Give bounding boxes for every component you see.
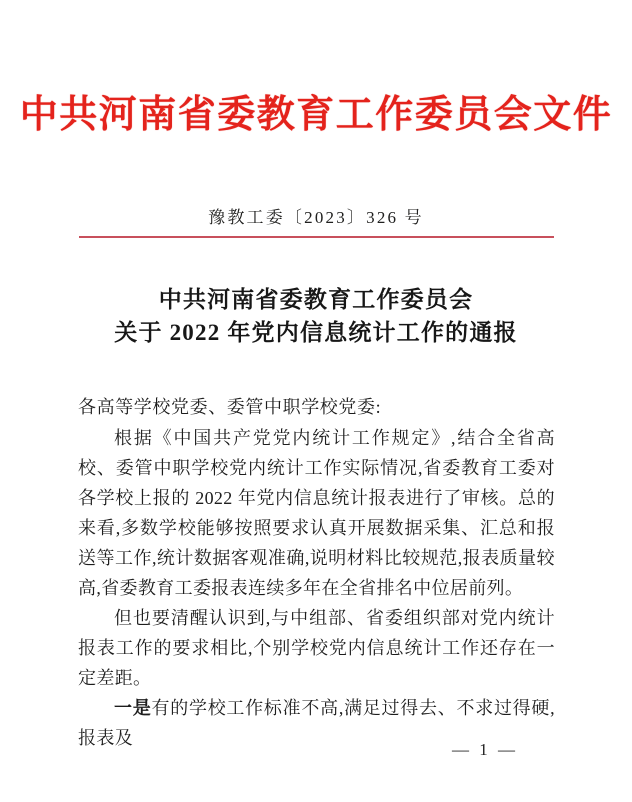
paragraph-3-text: 有的学校工作标准不高,满足过得去、不求过得硬,报表及 [78,698,555,748]
body-paragraph-1: 根据《中国共产党党内统计工作规定》,结合全省高校、委管中职学校党内统计工作实际情况,省委教育工委对各学校上报的 2022 年党内信息统计报表进行了审核。总的来看,多数学校能够按照要求认真开展数据采集、汇总和报送等工作,统计数据客观准确,说明材料比较规范,报表质量较高,省委教育工委报表连续多年在全省排名中位居前列。 [78,428,555,598]
red-separator-rule [79,236,554,238]
document-title [0,283,632,349]
page-number: — 1 — [452,740,518,759]
document-masthead [0,96,632,134]
salutation: 各高等学校党委、委管中职学校党委: [78,397,382,417]
document-title-line-1: 中共河南省委教育工作委员会 [158,287,474,312]
document-body [78,392,555,753]
document-serial-number: 豫教工委〔2023〕326 号 [208,208,424,227]
paragraph-3-emphasis: 一是 [114,698,152,718]
masthead-title: 中共河南省委教育工作委员会文件 [19,94,613,136]
body-paragraph-2: 但也要清醒认识到,与中组部、省委组织部对党内统计报表工作的要求相比,个别学校党内信息统计工作还存在一定差距。 [78,608,555,688]
document-title-line-2: 关于 2022 年党内信息统计工作的通报 [114,320,518,345]
page-footer [0,740,632,760]
